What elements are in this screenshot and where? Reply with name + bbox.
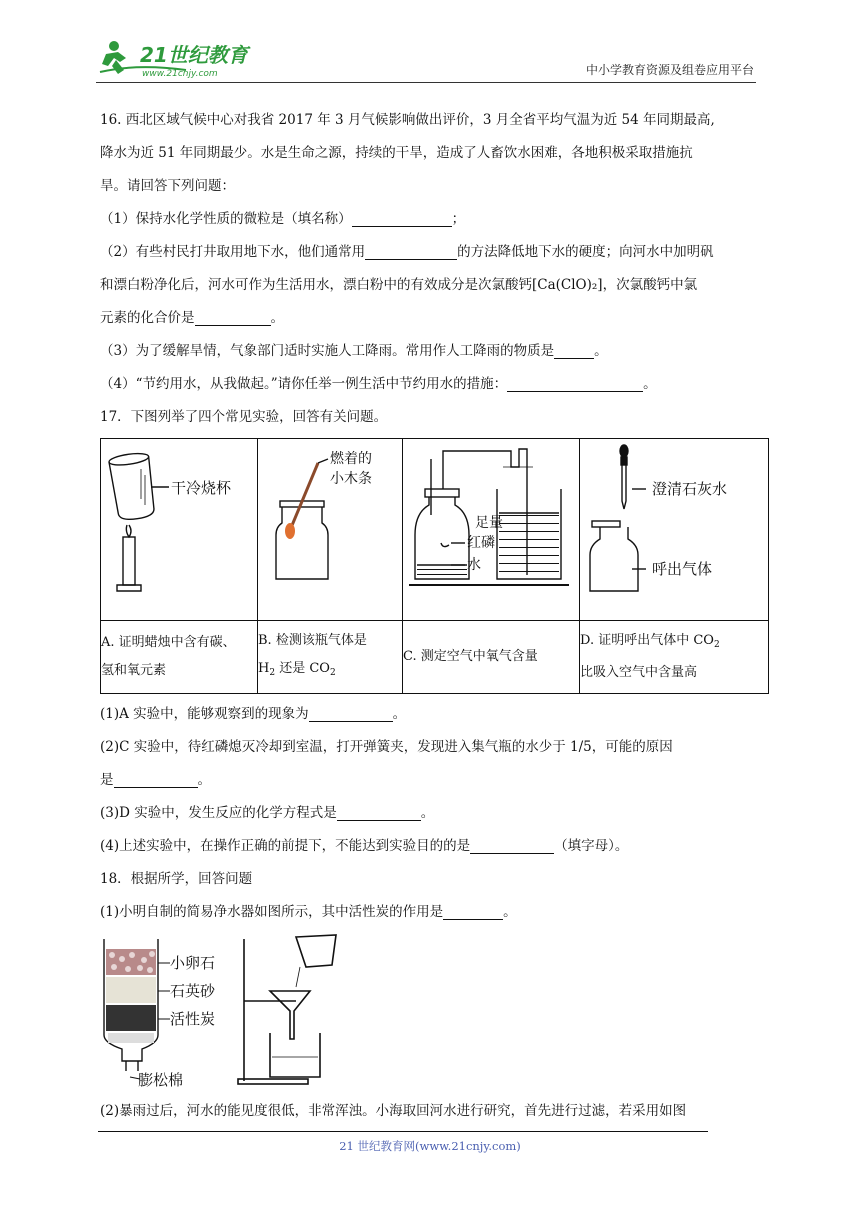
- water-filter-figure: [100, 929, 420, 1095]
- q16-sub1-end: ；: [451, 211, 466, 227]
- caption-d-line2: 比吸入空气中含量高: [580, 665, 698, 680]
- label-b1: 燃着的: [330, 451, 372, 467]
- q17-sub3: [100, 797, 768, 830]
- q16-sub2-end: 。: [270, 310, 284, 326]
- experiment-b-figure: [258, 439, 403, 621]
- experiment-d-figure: [580, 439, 769, 621]
- q18-intro: 18．根据所学，回答问题: [100, 871, 253, 887]
- q16-sub2-line3: [100, 302, 768, 335]
- q18-sub1-text: (1)小明自制的简易净水器如图所示，其中活性炭的作用是: [100, 904, 444, 920]
- q17-sub2: (2)C 实验中，待红磷熄灭冷却到室温，打开弹簧夹，发现进入集气瓶的水少于 1/5，可能的原因: [100, 739, 673, 755]
- answer-blank[interactable]: [309, 703, 393, 722]
- caption-b-h: H: [258, 661, 270, 676]
- q16-sub3-end: 。: [594, 343, 608, 359]
- q16-sub4-end: 。: [643, 376, 657, 392]
- q18-figure: [100, 929, 768, 1095]
- svg-text:www.21cnjy.com: www.21cnjy.com: [142, 69, 218, 79]
- caption-d-text: D. 证明呼出气体中 CO: [580, 633, 714, 648]
- answer-blank[interactable]: [114, 769, 198, 788]
- caption-b-line1: B. 检测该瓶气体是: [258, 633, 367, 648]
- q16-sub1: [100, 203, 768, 236]
- q16-sub4-text: （4）“节约用水，从我做起。”请你任举一例生活中节约用水的措施：: [100, 376, 508, 392]
- answer-blank[interactable]: [470, 835, 554, 854]
- answer-blank[interactable]: [352, 208, 452, 227]
- experiment-c-figure: [403, 439, 580, 621]
- q17-sub1-text: (1)A 实验中，能够观察到的现象为: [100, 706, 309, 722]
- caption-b: [258, 621, 403, 694]
- q16-line1: 16. 西北区域气候中心对我省 2017 年 3 月气候影响做出评价，3 月全省平均气温为近 54 年同期最高,: [100, 112, 715, 128]
- q17-sub1-end: 。: [392, 706, 407, 722]
- caption-b-sub2: 2: [329, 668, 336, 678]
- q16-sub2-text3: 元素的化合价是: [100, 310, 195, 326]
- caption-b-sub1: 2: [269, 668, 276, 678]
- oxygen-measure-figure: [403, 439, 580, 607]
- footer-divider: [98, 1131, 708, 1132]
- q16-sub2-text2: 的方法降低地下水的硬度；向河水中加明矾: [457, 244, 714, 260]
- q17-sub2-end: 。: [197, 772, 211, 788]
- caption-d: [580, 621, 769, 694]
- caption-d-sub: 2: [713, 640, 720, 650]
- q17-intro: 17．下图列举了四个常见实验，回答有关问题。: [100, 409, 388, 425]
- header-platform-text: 中小学教育资源及组卷应用平台: [585, 63, 754, 77]
- burning-stick-figure: [258, 439, 403, 607]
- caption-a-line1: A. 证明蜡烛中含有碳、: [101, 635, 236, 650]
- label-a: 干冷烧杯: [171, 479, 232, 497]
- q17-sub4-text: (4)上述实验中，在操作正确的前提下，不能达到实验目的的是: [100, 838, 471, 854]
- q17-sub2-text2: 是: [100, 772, 114, 788]
- label-pebbles: 小卵石: [170, 954, 216, 972]
- caption-a: [101, 621, 258, 694]
- q16-sub3: [100, 335, 768, 368]
- q16-sub4: [100, 368, 768, 401]
- q16-sub2: [100, 236, 768, 269]
- q18-sub1-end: 。: [503, 904, 517, 920]
- label-quartz: 石英砂: [170, 982, 216, 1000]
- q17-sub4: [100, 830, 768, 863]
- answer-blank[interactable]: [443, 901, 503, 920]
- document-body: [100, 104, 768, 1128]
- q16-sub1-text: （1）保持水化学性质的微粒是（填名称）: [100, 211, 352, 227]
- answer-blank[interactable]: [337, 802, 421, 821]
- caption-a-line2: 氢和氧元素: [101, 663, 167, 678]
- page-header: [96, 32, 756, 83]
- answer-blank[interactable]: [195, 307, 271, 326]
- experiment-table: [100, 438, 769, 694]
- experiment-a-figure: [101, 439, 258, 621]
- q16-sub3-text: （3）为了缓解旱情，气象部门适时实施人工降雨。常用作人工降雨的物质是: [100, 343, 555, 359]
- q17-sub3-text: (3)D 实验中，发生反应的化学方程式是: [100, 805, 337, 821]
- label-c3: 水: [467, 557, 481, 573]
- caption-c-text: C. 测定空气中氧气含量: [403, 649, 538, 664]
- candle-beaker-figure: [101, 439, 258, 607]
- q16-line3: 旱。请回答下列问题：: [100, 178, 235, 194]
- answer-blank[interactable]: [507, 373, 643, 392]
- q17-sub2-line2: [100, 764, 768, 797]
- label-c2: 红磷: [467, 535, 495, 551]
- q17-sub1: [100, 698, 768, 731]
- label-d2: 呼出气体: [652, 560, 713, 578]
- answer-blank[interactable]: [554, 340, 594, 359]
- q16-sub2-line2: 和漂白粉净化后，河水可作为生活用水，漂白粉中的有效成分是次氯酸钙[Ca(ClO)₂]，次氯酸钙中氯: [100, 277, 698, 293]
- q17-sub3-end: 。: [420, 805, 435, 821]
- label-b2: 小木条: [330, 471, 372, 487]
- label-c1: 足量: [475, 515, 503, 531]
- q18-sub2: (2)暴雨过后，河水的能见度很低，非常浑浊。小海取回河水进行研究，首先进行过滤，若采用如图: [100, 1103, 687, 1119]
- footer-text: 21 世纪教育网(www.21cnjy.com): [339, 1139, 521, 1153]
- caption-b-line2: [258, 655, 402, 687]
- caption-b-co: 还是 CO: [275, 661, 330, 676]
- limewater-figure: [580, 439, 769, 607]
- caption-d-line1: [580, 627, 768, 659]
- q16-sub2-text: （2）有些村民打井取用地下水，他们通常用: [100, 244, 366, 260]
- q17-sub4-end: （填字母）。: [554, 838, 629, 854]
- site-logo: [96, 36, 266, 80]
- q16-line2: 降水为近 51 年同期最少。水是生命之源，持续的干旱，造成了人畜饮水困难，各地积极采取措施抗: [100, 145, 693, 161]
- label-cotton: 膨松棉: [138, 1071, 184, 1089]
- svg-text:21世纪教育: 21世纪教育: [140, 43, 248, 67]
- answer-blank[interactable]: [365, 241, 457, 260]
- label-carbon: 活性炭: [170, 1010, 216, 1028]
- caption-c: [403, 621, 580, 694]
- q18-sub1: [100, 896, 768, 929]
- label-d1: 澄清石灰水: [652, 480, 728, 498]
